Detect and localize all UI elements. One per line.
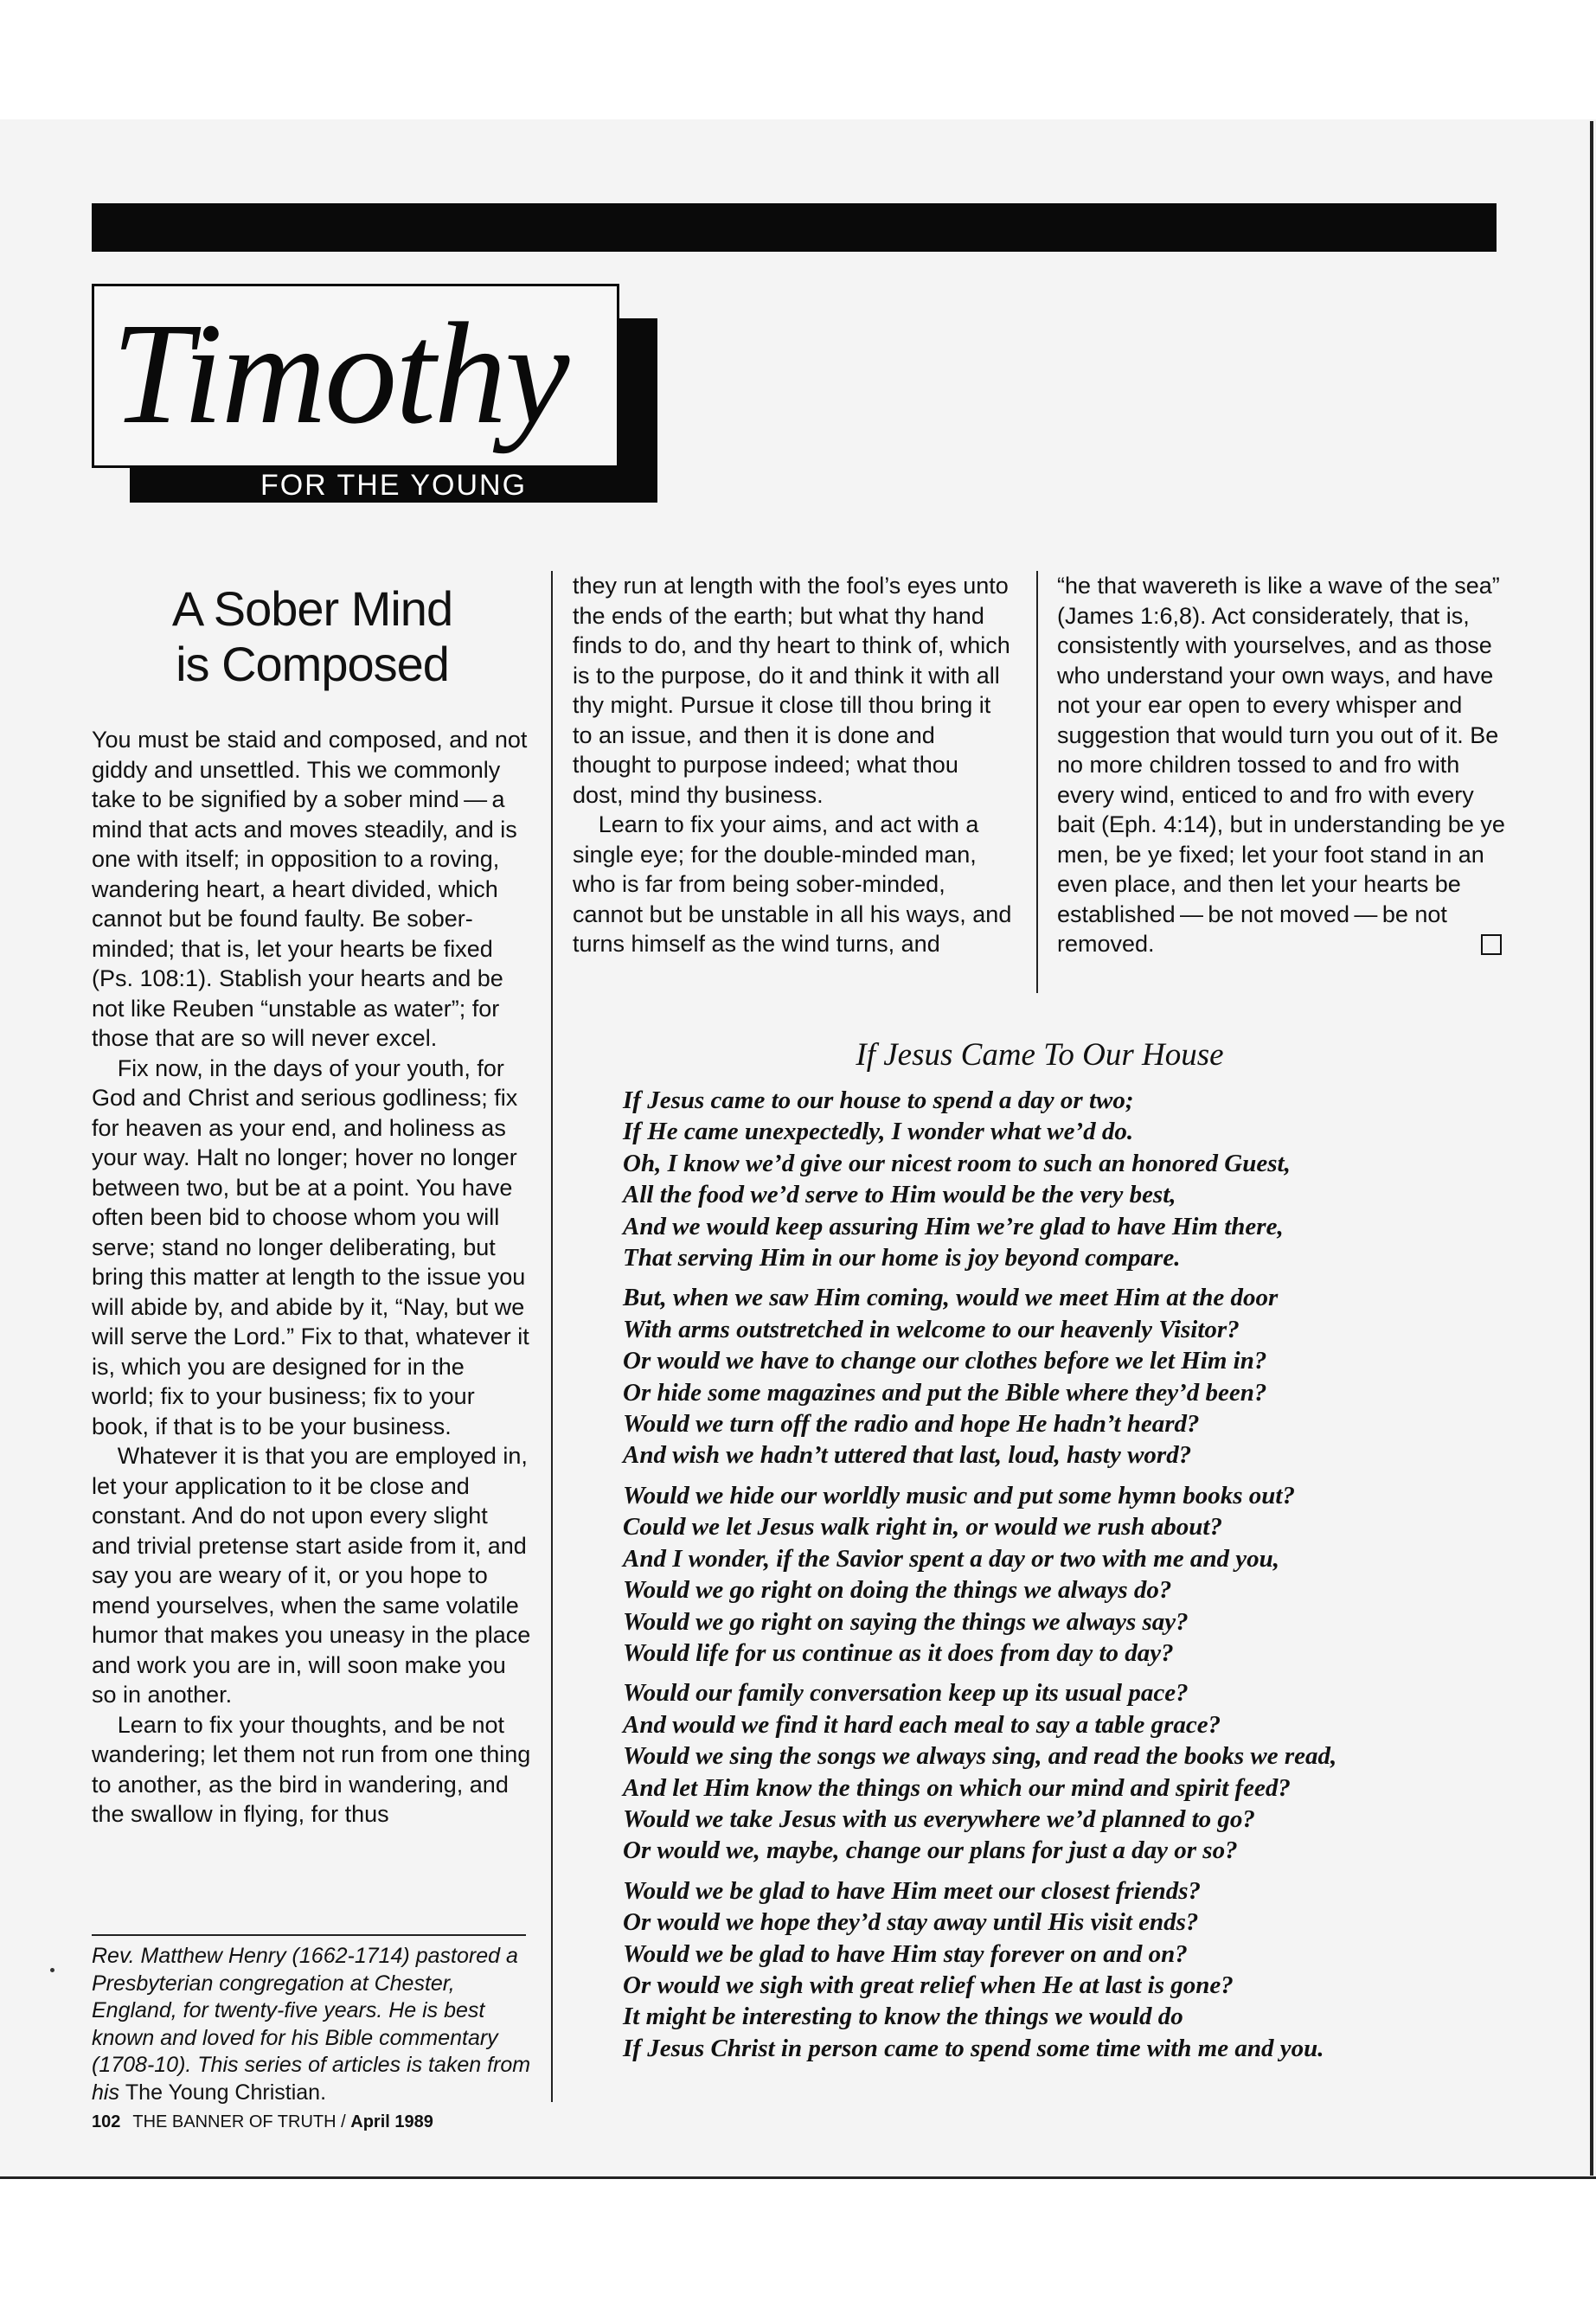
issue-date: April 1989 [350, 2112, 433, 2131]
poem-line: With arms outstretched in welcome to our heavenly Visitor? [623, 1315, 1240, 1343]
poem-line: Would we be glad to have Him stay forever on and on? [623, 1939, 1188, 1968]
bottom-rule [0, 2176, 1596, 2179]
poem-line: If Jesus Christ in person came to spend some time with me and you. [623, 2034, 1324, 2062]
article-title-line2: is Composed [176, 637, 449, 691]
poem-line: If He came unexpectedly, I wonder what we’d do. [623, 1118, 1134, 1146]
poem-stanza [623, 1677, 1566, 1866]
footnote-rule [92, 1934, 526, 1936]
poem-line: Would life for us continue as it does from day to day? [623, 1638, 1174, 1667]
poem-line: That serving Him in our home is joy beyond compare. [623, 1244, 1181, 1272]
column-divider [551, 571, 553, 2102]
end-mark-icon [1481, 934, 1502, 955]
article-column-1 [92, 725, 533, 1830]
poem-line: Or would we have to change our clothes before we let Him in? [623, 1347, 1267, 1375]
poem-title: If Jesus Came To Our House [856, 1037, 1224, 1073]
poem-line: And we would keep assuring Him we’re glad to have Him there, [623, 1212, 1284, 1240]
poem-line: Would we sing the songs we always sing, and read the books we read, [623, 1742, 1337, 1771]
paragraph: they run at length with the fool’s eyes unto the ends of the earth; but what thy hand finds to do, and thy heart to think of, which is to the purpose, do it and think it with all thy might. Pursue it close till thou bring it to an issue, and then it is done and thought to purpose indeed; what thou dost, mind thy business. [573, 573, 1010, 808]
book-title: The Young Christian. [125, 2080, 327, 2105]
paragraph: Fix now, in the days of your youth, for God and Christ and serious godliness; fix for heaven as your end, and holiness as your way. Halt no longer; hover no longer between two, but be at a point. You have often been bid to choose whom you will serve; stand no longer deliberating, but bring this matter at length to the issue you will abide by, and abide by it, “Nay, but we will serve the Lord.” Fix to that, whatever it is, which you are designed for in the world; fix to your business; fix to your book, if that is to be your business. [92, 1054, 529, 1439]
poem-line: But, when we saw Him coming, would we meet Him at the door [623, 1284, 1279, 1312]
page-edge [1590, 121, 1593, 2176]
logo-word: Timothy [112, 293, 568, 454]
paragraph: Whatever it is that you are employed in, let your application to it be close and constant. And do not upon every slight and trivial pretense start aside from it, and say you are weary of it, or you hope to mend yourselves, when the same volatile humor that makes you uneasy in the place and work you are in, will soon make you so in another. [92, 1443, 531, 1708]
poem-stanza [623, 1875, 1566, 2064]
masthead-subtitle: FOR THE YOUNG [260, 469, 528, 502]
article-title [92, 581, 533, 692]
poem-line: If Jesus came to our house to spend a day or two; [623, 1086, 1134, 1114]
poem-line: It might be interesting to know the things we would do [623, 2003, 1183, 2031]
poem-stanza [623, 1085, 1566, 1273]
poem-line: Would our family conversation keep up its usual pace? [623, 1679, 1189, 1708]
article-column-3 [1057, 571, 1507, 959]
poem-line: And would we find it hard each meal to say a table grace? [623, 1710, 1221, 1739]
poem-line: Would we go right on doing the things we always do? [623, 1576, 1172, 1605]
poem-line: And let Him know the things on which our mind and spirit feed? [623, 1773, 1291, 1802]
masthead-logo [92, 284, 619, 468]
paragraph: Learn to fix your thoughts, and be not wandering; let them not run from one thing to another, as the bird in wandering, and the swallow in flying, for thus [92, 1711, 531, 1827]
poem-line: Or would we hope they’d stay away until His visit ends? [623, 1908, 1199, 1937]
poem-line: Or would we sigh with great relief when He at last is gone? [623, 1971, 1234, 1999]
header-bar [92, 203, 1497, 252]
page-number: 102 [92, 2112, 121, 2131]
paragraph: You must be staid and composed, and not giddy and unsettled. This we commonly take to be signified by a sober mind — a mind that acts and moves steadily, and is one with itself; in opposition to a roving, wandering heart, a heart divided, which cannot but be found faulty. Be sober-minded; that is, let your hearts be fixed (Ps. 108:1). Stablish your hearts and be not like Reuben “unstable as water”; for those that are so will never excel. [92, 727, 528, 1051]
poem-line: Would we hide our worldly music and put some hymn books out? [623, 1481, 1295, 1509]
poem-line: Would we go right on saying the things we always say? [623, 1607, 1189, 1636]
page-footer [92, 2111, 445, 2133]
poem-line: Could we let Jesus walk right in, or would we rush about? [623, 1513, 1222, 1541]
poem-line: Or would we, maybe, change our plans for just a day or so? [623, 1836, 1238, 1865]
author-footnote [92, 1943, 533, 2106]
column-divider [1036, 571, 1038, 993]
poem-line: Would we turn off the radio and hope He hadn’t heard? [623, 1410, 1200, 1439]
poem-line: Would we be glad to have Him meet our closest friends? [623, 1876, 1202, 1905]
article-column-2 [573, 571, 1014, 959]
poem-stanza [623, 1480, 1566, 1669]
paragraph: Learn to fix your aims, and act with a single eye; for the double-minded man, who is far from being sober-minded, cannot but be unstable in all his ways, and turns himself as the wind turns, and [573, 811, 1012, 957]
poem [623, 1085, 1566, 2073]
paragraph: “he that wavereth is like a wave of the sea” (James 1:6,8). Act considerately, that is, consistently with yourselves, and as those who understand your own ways, and have not your ear open to every whisper and suggestion that would turn you out of it. Be no more children tossed to and fro with every wind, enticed to and fro with every bait (Eph. 4:14), but in understanding be ye men, be ye fixed; let your foot stand in an even place, and then let your hearts be established — be not moved — be not removed. [1057, 573, 1505, 957]
magazine-name: THE BANNER OF TRUTH / [132, 2112, 351, 2131]
poem-line: And wish we hadn’t uttered that last, loud, hasty word? [623, 1441, 1192, 1470]
poem-stanza [623, 1282, 1566, 1471]
margin-dot [50, 1968, 54, 1972]
poem-line: Would we take Jesus with us everywhere we’d planned to go? [623, 1804, 1255, 1833]
footnote-text: Rev. Matthew Henry (1662-1714) pastored a Presbyterian congregation at Chester, England, for twenty-five years. He is best known and loved for his Bible commentary (1708-10). This series of articles is taken from his [92, 1944, 531, 2105]
poem-line: All the food we’d serve to Him would be the very best, [623, 1181, 1176, 1209]
article-title-line1: A Sober Mind [171, 581, 453, 636]
poem-line: And I wonder, if the Savior spent a day or two with me and you, [623, 1544, 1279, 1573]
poem-line: Oh, I know we’d give our nicest room to such an honored Guest, [623, 1149, 1291, 1177]
poem-line: Or hide some magazines and put the Bible where they’d been? [623, 1378, 1267, 1407]
